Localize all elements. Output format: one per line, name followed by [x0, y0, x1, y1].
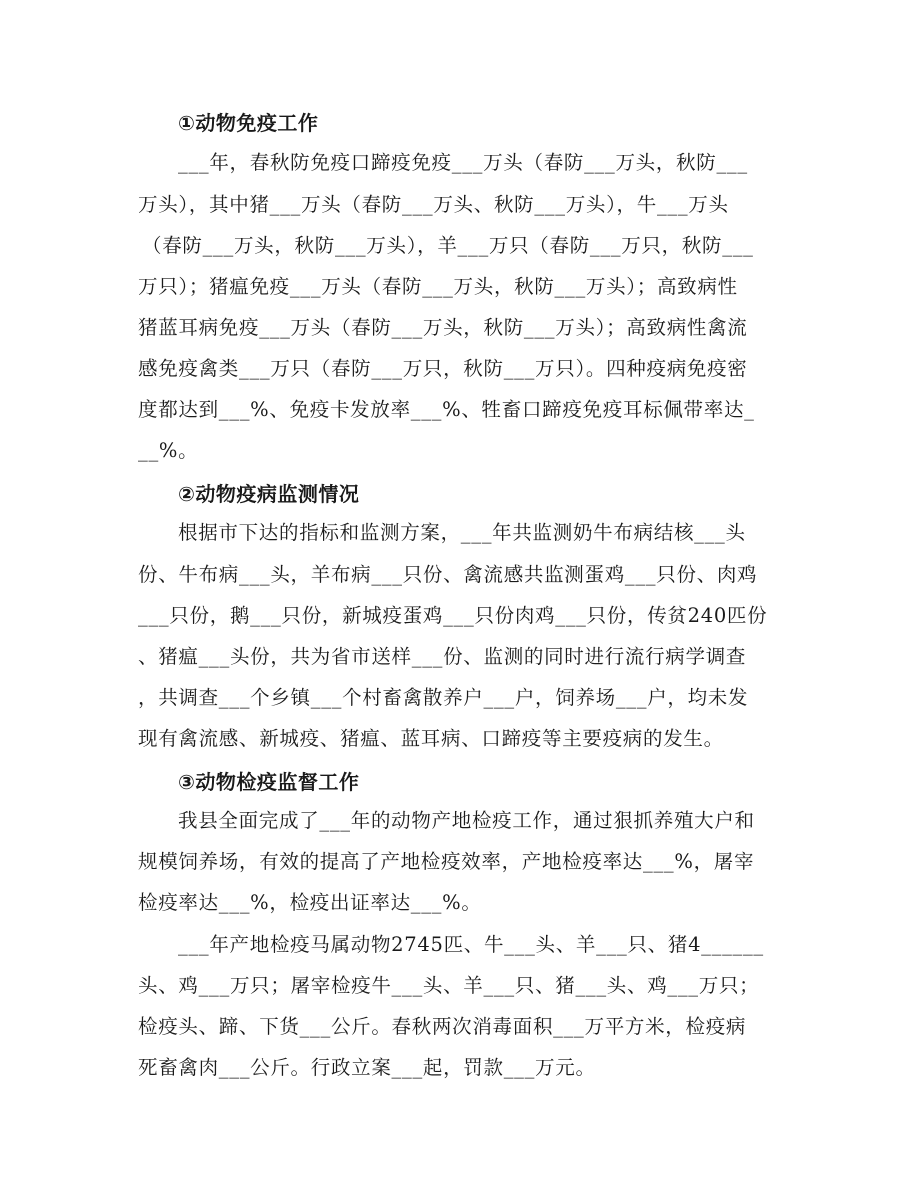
paragraph-line: ___年产地检疫马属动物2745匹、牛___头、羊___只、猪4______	[178, 933, 764, 956]
paragraph-line: 死畜禽肉___公斤。行政立案___起，罚款___万元。	[138, 1056, 596, 1079]
section-heading-disease-monitoring: ②动物疫病监测情况	[178, 482, 360, 506]
paragraph-line: 规模饲养场，有效的提高了产地检疫效率，产地检疫率达___%，屠宰	[138, 850, 755, 873]
paragraph-line: 度都达到___%、免疫卡发放率___%、牲畜口蹄疫免疫耳标佩带率达_	[138, 398, 755, 421]
paragraph-line: 根据市下达的指标和监测方案，___年共监测奶牛布病结核___头	[178, 521, 746, 544]
paragraph-line: 份、牛布病___头，羊布病___只份、禽流感共监测蛋鸡___只份、肉鸡	[138, 563, 758, 586]
paragraph-line: ，共调查___个乡镇___个村畜禽散养户___户，饲养场___户，均未发	[138, 686, 749, 709]
paragraph-line: 猪蓝耳病免疫___万头（春防___万头，秋防___万头）；高致病性禽流	[138, 316, 748, 339]
paragraph-line: __%。	[138, 439, 199, 462]
paragraph-line: 头、鸡___万只；屠宰检疫牛___头、羊___只、猪___头、鸡___万只；	[138, 974, 760, 997]
paragraph-line: 万只）；猪瘟免疫___万头（春防___万头，秋防___万头）；高致病性	[138, 275, 738, 298]
paragraph-line: ___只份，鹅___只份，新城疫蛋鸡___只份肉鸡___只份，传贫240匹份	[138, 604, 768, 627]
paragraph-line: （春防___万头，秋防___万头），羊___万只（春防___万只，秋防___	[142, 234, 754, 257]
paragraph-line: 万头），其中猪___万头（春防___万头、秋防___万头），牛___万头	[138, 193, 729, 216]
paragraph-line: 、猪瘟___头份，共为省市送样___份、监测的同时进行流行病学调查	[138, 645, 747, 668]
paragraph-line: ___年，春秋防免疫口蹄疫免疫___万头（春防___万头，秋防___	[178, 151, 748, 174]
paragraph-line: 现有禽流感、新城疫、猪瘟、蓝耳病、口蹄疫等主要疫病的发生。	[138, 727, 724, 750]
paragraph-line: 感免疫禽类___万只（春防___万只，秋防___万只）。四种疫病免疫密	[138, 357, 748, 380]
paragraph-line: 检疫头、蹄、下货___公斤。春秋两次消毒面积___万平方米，检疫病	[138, 1015, 747, 1038]
paragraph-line: 检疫率达___%，检疫出证率达___%。	[138, 891, 482, 914]
section-heading-quarantine-supervision: ③动物检疫监督工作	[178, 770, 360, 794]
section-heading-immunization: ①动物免疫工作	[178, 111, 319, 135]
paragraph-line: 我县全面完成了___年的动物产地检疫工作，通过狠抓养殖大户和	[178, 809, 755, 832]
